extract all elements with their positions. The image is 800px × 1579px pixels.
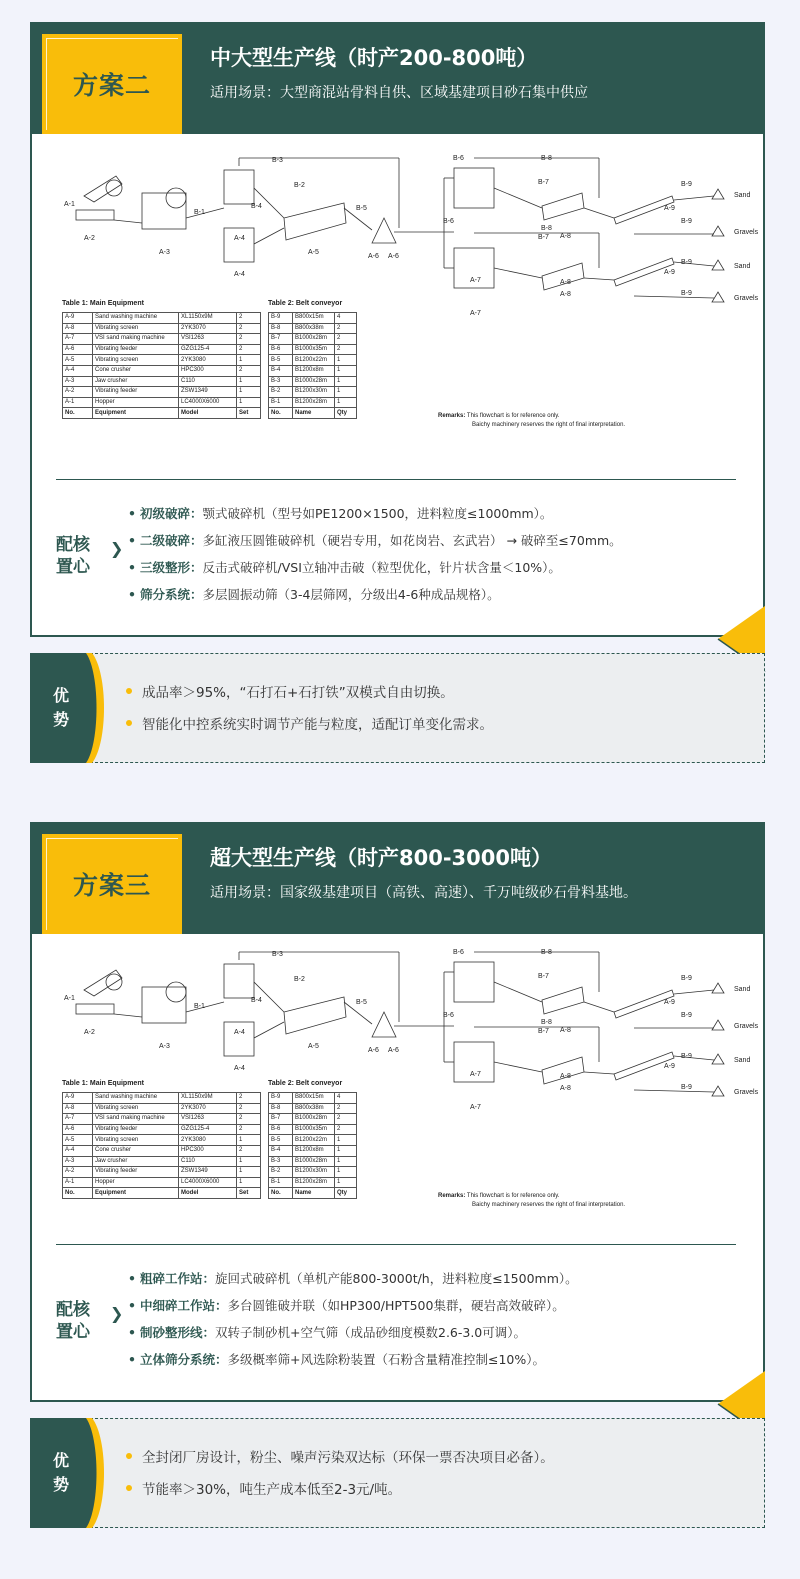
table-row: B-6 B1000x35m 2 <box>269 344 357 355</box>
flow-label: A-9 <box>664 205 675 212</box>
table-row: B-7 B1000x28m 2 <box>269 334 357 345</box>
list-item: • 初级破碎：颚式破碎机（型号如PE1200×1500，进料粒度≤1000mm）。 <box>128 506 553 521</box>
flow-label: B-6 <box>453 949 464 956</box>
flow-label: B-9 <box>681 1053 692 1060</box>
table-row: A-7 VSI sand making machine VSI1263 2 <box>63 1114 261 1125</box>
advantages-tab: 优 势 <box>30 1418 92 1528</box>
bullet-icon <box>126 720 132 726</box>
flow-label: A-9 <box>664 999 675 1006</box>
core-config-list <box>128 500 622 608</box>
flow-label: B-9 <box>681 290 692 297</box>
flow-label: A-6 <box>368 1047 379 1054</box>
table-row: A-5 Vibrating screen 2YK3080 1 <box>63 355 261 366</box>
flow-label: A-4 <box>234 235 245 242</box>
list-item: • 筛分系统：多层圆振动筛（3-4层筛网，分级出4-6种成品规格）。 <box>128 587 500 602</box>
flow-label: B-1 <box>194 1003 205 1010</box>
table-row: A-4 Cone crusher HPC300 2 <box>63 365 261 376</box>
table-row: B-8 B800x38m 2 <box>269 323 357 334</box>
list-item: 成品率＞95%，“石打石+石打铁”双模式自由切换。 <box>126 679 493 711</box>
table-row: B-9 B800x15m 4 <box>269 1093 357 1104</box>
main-equipment-table <box>62 1080 261 1199</box>
table-row: No. Equipment Model Set <box>63 408 261 419</box>
flow-label: B-5 <box>356 205 367 212</box>
table-row: A-8 Vibrating screen 2YK3070 2 <box>63 323 261 334</box>
curve-decoration-icon <box>86 653 108 763</box>
flow-label: A-4 <box>234 1065 245 1072</box>
flow-label: B-6 <box>443 218 454 225</box>
list-item: • 粗碎工作站：旋回式破碎机（单机产能800-3000t/h，进料粒度≤1500mm）。 <box>128 1271 578 1286</box>
flow-label: B-3 <box>272 951 283 958</box>
output-label: Gravels <box>734 1023 759 1030</box>
flow-label: B-9 <box>681 1012 692 1019</box>
flow-label: A-7 <box>470 1104 481 1111</box>
advantages-box <box>30 1418 765 1528</box>
table-row: B-4 B1200x8m 1 <box>269 365 357 376</box>
table-row: A-2 Vibrating feeder ZSW1349 1 <box>63 387 261 398</box>
table-row: B-2 B1200x30m 1 <box>269 1167 357 1178</box>
remarks-note: Remarks: This flowchart is for reference only. Baichy machinery reserves the right of final interpretation. <box>438 1193 626 1208</box>
flow-label: A-2 <box>84 235 95 242</box>
flow-label: A-8 <box>560 291 571 298</box>
list-item: 节能率＞30%，吨生产成本低至2-3元/吨。 <box>126 1476 554 1508</box>
advantages-tab: 优 势 <box>30 653 92 763</box>
flow-label: B-9 <box>681 218 692 225</box>
table-row: A-9 Sand washing machine XL1150x9M 2 <box>63 1093 261 1104</box>
flow-label: B-7 <box>538 179 549 186</box>
divider <box>56 479 736 480</box>
table-row: A-4 Cone crusher HPC300 2 <box>63 1145 261 1156</box>
plan-tab-label: 方案三 <box>72 871 151 900</box>
table-row: A-7 VSI sand making machine VSI1263 2 <box>63 334 261 345</box>
list-item: • 三级整形：反击式破碎机/VSI立轴冲击破（粒型优化，针片状含量＜10%）。 <box>128 560 561 575</box>
table-row: A-3 Jaw crusher C110 1 <box>63 1156 261 1167</box>
bullet-icon <box>126 688 132 694</box>
table-row: B-3 B1000x28m 1 <box>269 376 357 387</box>
table-row: B-8 B800x38m 2 <box>269 1103 357 1114</box>
bullet-icon <box>126 1453 132 1459</box>
output-label: Gravels <box>734 229 759 236</box>
table-row: No. Name Qty <box>269 1188 357 1199</box>
table-row: A-3 Jaw crusher C110 1 <box>63 376 261 387</box>
table-caption: Table 1: Main Equipment <box>62 1080 144 1087</box>
plan-tab <box>42 834 182 934</box>
table-row: A-2 Vibrating feeder ZSW1349 1 <box>63 1167 261 1178</box>
chevron-right-icon: ❯ <box>110 539 124 558</box>
plan-subtitle: 适用场景：大型商混站骨料自供、区域基建项目砂石集中供应 <box>210 85 588 101</box>
plan-title: 中大型生产线（时产200-800吨） <box>210 46 538 70</box>
core-config-label: 配核 置心 <box>56 535 90 577</box>
flow-label: B-9 <box>681 1084 692 1091</box>
flow-label: A-8 <box>560 233 571 240</box>
bullet-icon <box>126 1485 132 1491</box>
flow-label: B-7 <box>538 1028 549 1035</box>
table-row: A-6 Vibrating feeder GZG125-4 2 <box>63 344 261 355</box>
output-label: Sand <box>734 986 751 993</box>
list-item: • 二级破碎：多缸液压圆锥破碎机（硬岩专用，如花岗岩、玄武岩） → 破碎至≤70mm。 <box>128 533 622 548</box>
plan-header <box>32 24 763 134</box>
flow-label: A-4 <box>234 271 245 278</box>
flow-label: B-9 <box>681 259 692 266</box>
table-row: B-6 B1000x35m 2 <box>269 1124 357 1135</box>
belt-conveyor-table <box>268 300 357 419</box>
table-caption: Table 2: Belt conveyor <box>268 300 343 307</box>
divider <box>56 1244 736 1245</box>
table-row: A-9 Sand washing machine XL1150x9M 2 <box>63 313 261 324</box>
table-row: B-5 B1200x22m 1 <box>269 355 357 366</box>
plan-header <box>32 824 763 934</box>
flow-label: A-9 <box>664 269 675 276</box>
table-row: No. Equipment Model Set <box>63 1188 261 1199</box>
list-item: 智能化中控系统实时调节产能与粒度，适配订单变化需求。 <box>126 711 493 743</box>
flow-label: A-2 <box>84 1029 95 1036</box>
table-row: A-1 Hopper LC4000X6000 1 <box>63 397 261 408</box>
flow-label: B-7 <box>538 234 549 241</box>
plan-card <box>30 822 765 1402</box>
flow-label: A-6 <box>368 253 379 260</box>
flow-label: B-9 <box>681 181 692 188</box>
chevron-right-icon: ❯ <box>110 1304 124 1323</box>
table-caption: Table 1: Main Equipment <box>62 300 144 307</box>
table-row: B-9 B800x15m 4 <box>269 313 357 324</box>
flow-label: A-4 <box>234 1029 245 1036</box>
plan-card <box>30 22 765 637</box>
belt-conveyor-table <box>268 1080 357 1199</box>
flow-label: B-6 <box>443 1012 454 1019</box>
flow-label: A-3 <box>159 249 170 256</box>
list-item: • 中细碎工作站：多台圆锥破并联（如HP300/HPT500集群，硬岩高效破碎）。 <box>128 1298 565 1313</box>
flow-label: B-4 <box>251 203 262 210</box>
table-row: A-6 Vibrating feeder GZG125-4 2 <box>63 1124 261 1135</box>
curve-decoration-icon <box>86 1418 108 1528</box>
table-row: A-1 Hopper LC4000X6000 1 <box>63 1177 261 1188</box>
flow-label: A-5 <box>308 249 319 256</box>
output-label: Sand <box>734 1057 751 1064</box>
remarks-note: Remarks: This flowchart is for reference only. Baichy machinery reserves the right of final interpretation. <box>438 413 626 428</box>
flow-label: B-8 <box>541 225 552 232</box>
flow-label: A-5 <box>308 1043 319 1050</box>
flow-label: A-8 <box>560 279 571 286</box>
output-label: Gravels <box>734 295 759 302</box>
advantages-list <box>126 1444 554 1508</box>
flow-label: A-8 <box>560 1027 571 1034</box>
table-caption: Table 2: Belt conveyor <box>268 1080 343 1087</box>
flow-label: B-3 <box>272 157 283 164</box>
list-item: • 立体筛分系统：多级概率筛+风选除粉装置（石粉含量精准控制≤10%）。 <box>128 1352 545 1367</box>
main-equipment-table <box>62 300 261 419</box>
flow-label: A-7 <box>470 277 481 284</box>
list-item: • 制砂整形线：双转子制砂机+空气筛（成品砂细度模数2.6-3.0可调）。 <box>128 1325 527 1340</box>
plan-title: 超大型生产线（时产800-3000吨） <box>210 846 552 870</box>
output-label: Sand <box>734 192 751 199</box>
flow-label: A-8 <box>560 1085 571 1092</box>
flow-label: B-2 <box>294 182 305 189</box>
flow-label: B-8 <box>541 1019 552 1026</box>
table-row: B-2 B1200x30m 1 <box>269 387 357 398</box>
flow-label: A-1 <box>64 995 75 1002</box>
flow-label: A-1 <box>64 201 75 208</box>
flow-label: B-7 <box>538 973 549 980</box>
advantages-box <box>30 653 765 763</box>
table-row: B-1 B1200x28m 1 <box>269 397 357 408</box>
table-row: B-4 B1200x8m 1 <box>269 1145 357 1156</box>
flow-label: B-5 <box>356 999 367 1006</box>
list-item: 全封闭厂房设计，粉尘、噪声污染双达标（环保一票否决项目必备）。 <box>126 1444 554 1476</box>
output-label: Sand <box>734 263 751 270</box>
advantages-list <box>126 679 493 743</box>
plan-tab-label: 方案二 <box>72 71 151 100</box>
flow-label: B-1 <box>194 209 205 216</box>
flow-label: A-6 <box>388 253 399 260</box>
flow-label: B-6 <box>453 155 464 162</box>
flow-label: B-9 <box>681 975 692 982</box>
flow-label: B-8 <box>541 949 552 956</box>
core-config-list <box>128 1265 578 1373</box>
table-row: A-5 Vibrating screen 2YK3080 1 <box>63 1135 261 1146</box>
table-row: B-7 B1000x28m 2 <box>269 1114 357 1125</box>
plan-tab <box>42 34 182 134</box>
table-row: B-3 B1000x28m 1 <box>269 1156 357 1167</box>
flow-label: A-3 <box>159 1043 170 1050</box>
output-label: Gravels <box>734 1089 759 1096</box>
table-row: B-5 B1200x22m 1 <box>269 1135 357 1146</box>
flow-label: B-2 <box>294 976 305 983</box>
flow-label: B-4 <box>251 997 262 1004</box>
flow-label: A-8 <box>560 1073 571 1080</box>
flow-label: A-7 <box>470 1071 481 1078</box>
table-row: B-1 B1200x28m 1 <box>269 1177 357 1188</box>
flow-label: A-6 <box>388 1047 399 1054</box>
flow-label: A-9 <box>664 1063 675 1070</box>
flow-label: B-8 <box>541 155 552 162</box>
plan-subtitle: 适用场景：国家级基建项目（高铁、高速）、千万吨级砂石骨料基地。 <box>210 885 637 901</box>
flow-label: A-7 <box>470 310 481 317</box>
table-row: No. Name Qty <box>269 408 357 419</box>
core-config-label: 配核 置心 <box>56 1300 90 1342</box>
table-row: A-8 Vibrating screen 2YK3070 2 <box>63 1103 261 1114</box>
